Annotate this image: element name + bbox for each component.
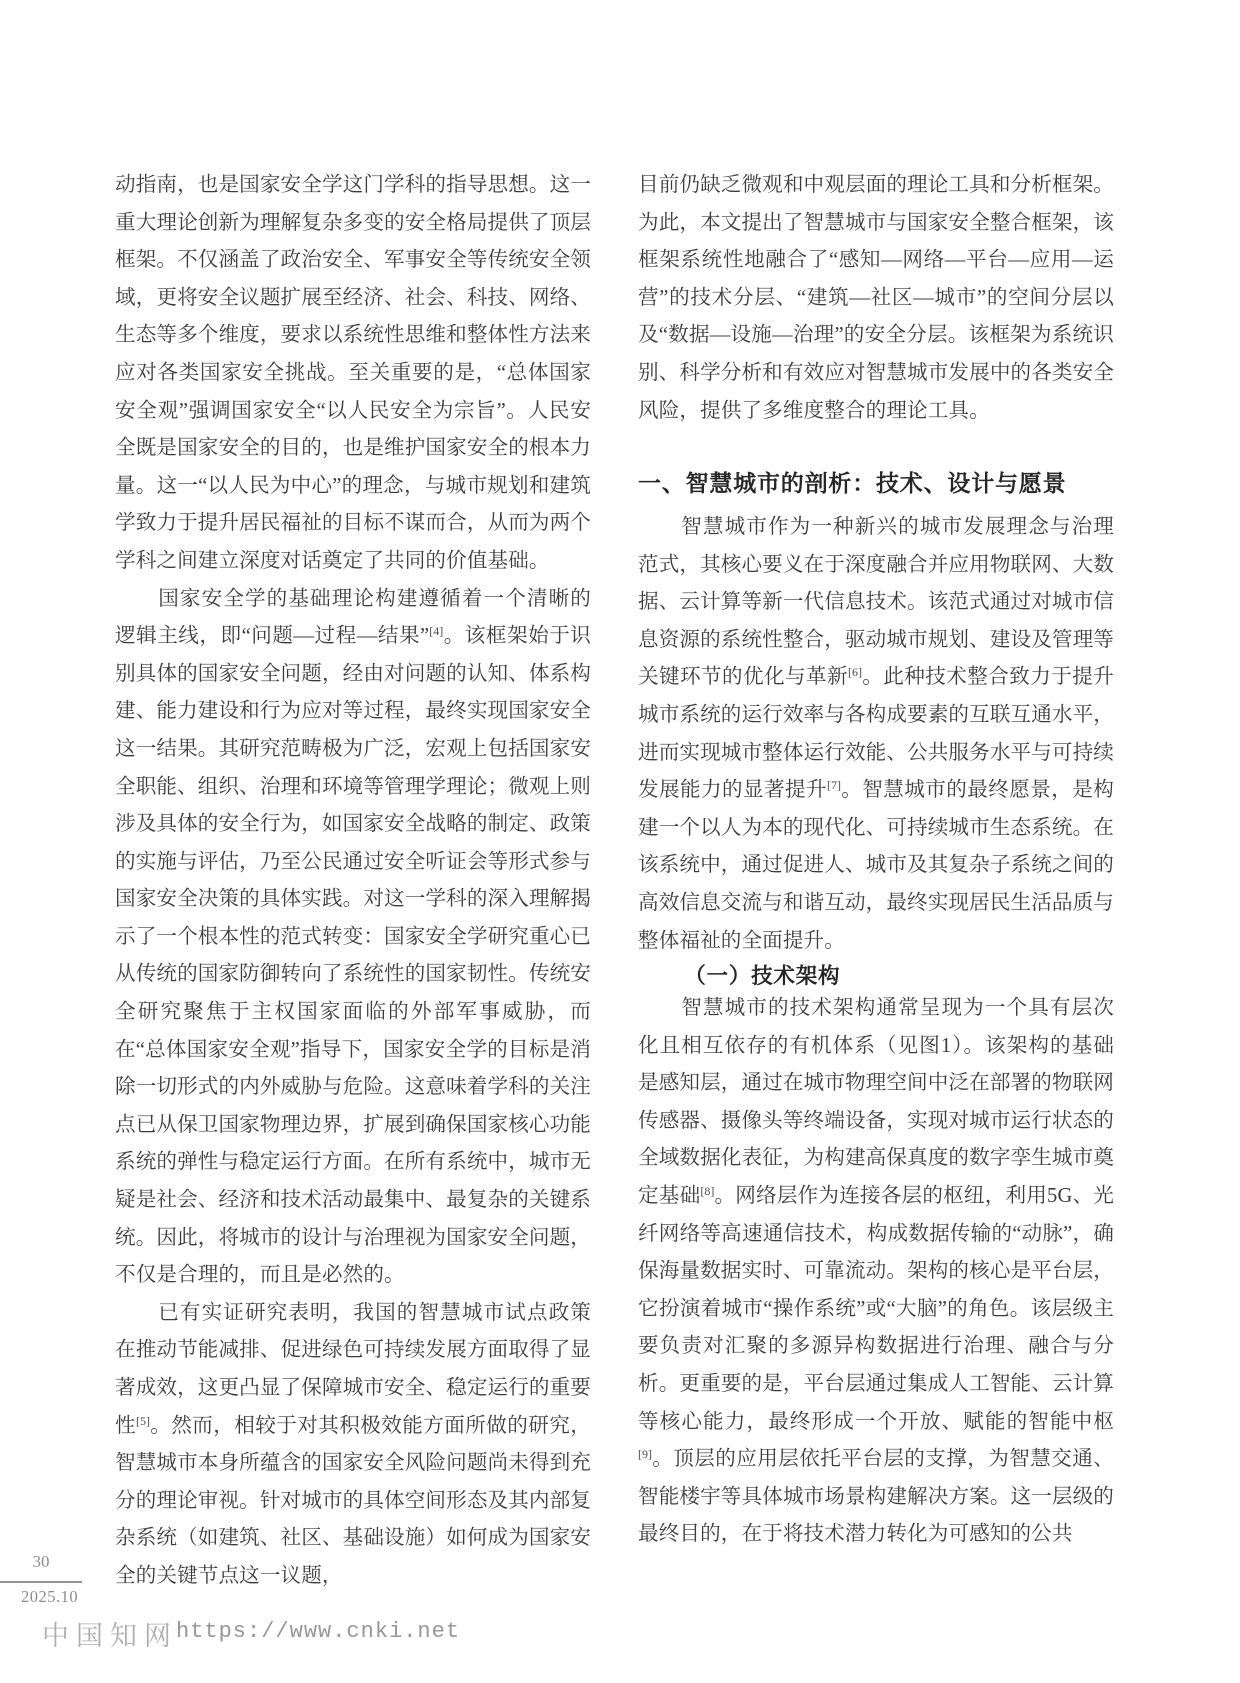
cnki-url: https://www.cnki.net bbox=[176, 1619, 461, 1644]
paragraph: 动指南，也是国家安全学这门学科的指导思想。这一重大理论创新为理解复杂多变的安全格局提供了顶层框架。不仅涵盖了政治安全、军事安全等传统安全领域，更将安全议题扩展至经济、社会、科技、网络、生态等多个维度，要求以系统性思维和整体性方法来应对各类国家安全挑战。至关重要的是，“总体国家安全观”强调国家安全“以人民安全为宗旨”。人民安全既是国家安全的目的，也是维护国家安全的根本力量。这一“以人民为中心”的理念，与城市规划和建筑学致力于提升居民福祉的目标不谋而合，从而为两个学科之间建立深度对话奠定了共同的价值基础。 bbox=[115, 174, 591, 572]
right-column-intro bbox=[638, 167, 1114, 430]
issue-date: 2025.10 bbox=[21, 1587, 79, 1606]
section-heading: 一、智慧城市的剖析：技术、设计与愿景 bbox=[638, 470, 1067, 496]
footer-divider bbox=[0, 1581, 82, 1583]
citation-ref: [5] bbox=[136, 1413, 150, 1428]
citation-ref: [4] bbox=[429, 624, 444, 639]
subsection-body bbox=[638, 990, 1114, 1554]
paragraph: 目前仍缺乏微观和中观层面的理论工具和分析框架。为此，本文提出了智慧城市与国家安全整合框架，该框架系统性地融合了“感知—网络—平台—应用—运营”的技术分层、“建筑—社区—城市”的空间分层以及“数据—设施—治理”的安全分层。该框架为系统识别、科学分析和有效应对智慧城市发展中的各类安全风险，提供了多维度整合的理论工具。 bbox=[638, 174, 1114, 422]
left-column bbox=[115, 167, 591, 1596]
section-body bbox=[638, 509, 1114, 960]
citation-ref: [7] bbox=[827, 778, 841, 793]
paragraph: 国家安全学的基础理论构建遵循着一个清晰的逻辑主线，即“问题—过程—结果”[4]。该框架始于识别具体的国家安全问题，经由对问题的认知、体系构建、能力建设和行为应对等过程，最终实现国家安全这一结果。其研究范畴极为广泛，宏观上包括国家安全职能、组织、治理和环境等管理学理论；微观上则涉及具体的安全行为，如国家安全战略的制定、政策的实施与评估，乃至公民通过安全听证会等形式参与国家安全决策的具体实践。对这一学科的深入理解揭示了一个根本性的范式转变：国家安全学研究重心已从传统的国家防御转向了系统性的国家韧性。传统安全研究聚焦于主权国家面临的外部军事威胁，而在“总体国家安全观”指导下，国家安全学的目标是消除一切形式的内外威胁与危险。这意味着学科的关注点已从保卫国家物理边界，扩展到确保国家核心功能系统的弹性与稳定运行方面。在所有系统中，城市无疑是社会、经济和技术活动最集中、最复杂的关键系统。因此，将城市的设计与治理视为国家安全问题，不仅是合理的，而且是必然的。 bbox=[115, 587, 591, 1287]
subsection-heading: （一）技术架构 bbox=[684, 964, 841, 988]
page-number: 30 bbox=[32, 1552, 50, 1571]
citation-ref: [6] bbox=[848, 665, 862, 680]
citation-ref: [8] bbox=[700, 1183, 715, 1198]
citation-ref: [9] bbox=[638, 1447, 652, 1462]
paragraph: 已有实证研究表明，我国的智慧城市试点政策在推动节能减排、促进绿色可持续发展方面取得了显著成效，这更凸显了保障城市安全、稳定运行的重要性[5]。然而，相较于对其积极效能方面所做的研究，智慧城市本身所蕴含的国家安全风险问题尚未得到充分的理论审视。针对城市的具体空间形态及其内部复杂系统（如建筑、社区、基础设施）如何成为国家安全的关键节点这一议题， bbox=[115, 1301, 591, 1587]
cnki-watermark: 中国知网 bbox=[42, 1621, 178, 1651]
paragraph: 智慧城市作为一种新兴的城市发展理念与治理范式，其核心要义在于深度融合并应用物联网、大数据、云计算等新一代信息技术。该范式通过对城市信息资源的系统性整合，驱动城市规划、建设及管理等关键环节的优化与革新[6]。此种技术整合致力于提升城市系统的运行效率与各构成要素的互联互通水平，进而实现城市整体运行效能、公共服务水平与可持续发展能力的显著提升[7]。智慧城市的最终愿景，是构建一个以人为本的现代化、可持续城市生态系统。在该系统中，通过促进人、城市及其复杂子系统之间的高效信息交流与和谐互动，最终实现居民生活品质与整体福祉的全面提升。 bbox=[638, 516, 1114, 952]
paragraph: 智慧城市的技术架构通常呈现为一个具有层次化且相互依存的有机体系（见图1）。该架构的基础是感知层，通过在城市物理空间中泛在部署的物联网传感器、摄像头等终端设备，实现对城市运行状态的全域数据化表征，为构建高保真度的数字孪生城市奠定基础[8]。网络层作为连接各层的枢纽，利用5G、光纤网络等高速通信技术，构成数据传输的“动脉”，确保海量数据实时、可靠流动。架构的核心是平台层，它扮演着城市“操作系统”或“大脑”的角色。该层级主要负责对汇聚的多源异构数据进行治理、融合与分析。更重要的是，平台层通过集成人工智能、云计算等核心能力，最终形成一个开放、赋能的智能中枢[9]。顶层的应用层依托平台层的支撑，为智慧交通、智能楼宇等具体城市场景构建解决方案。这一层级的最终目的，在于将技术潜力转化为可感知的公共 bbox=[638, 997, 1114, 1546]
right-column bbox=[638, 167, 1114, 1547]
